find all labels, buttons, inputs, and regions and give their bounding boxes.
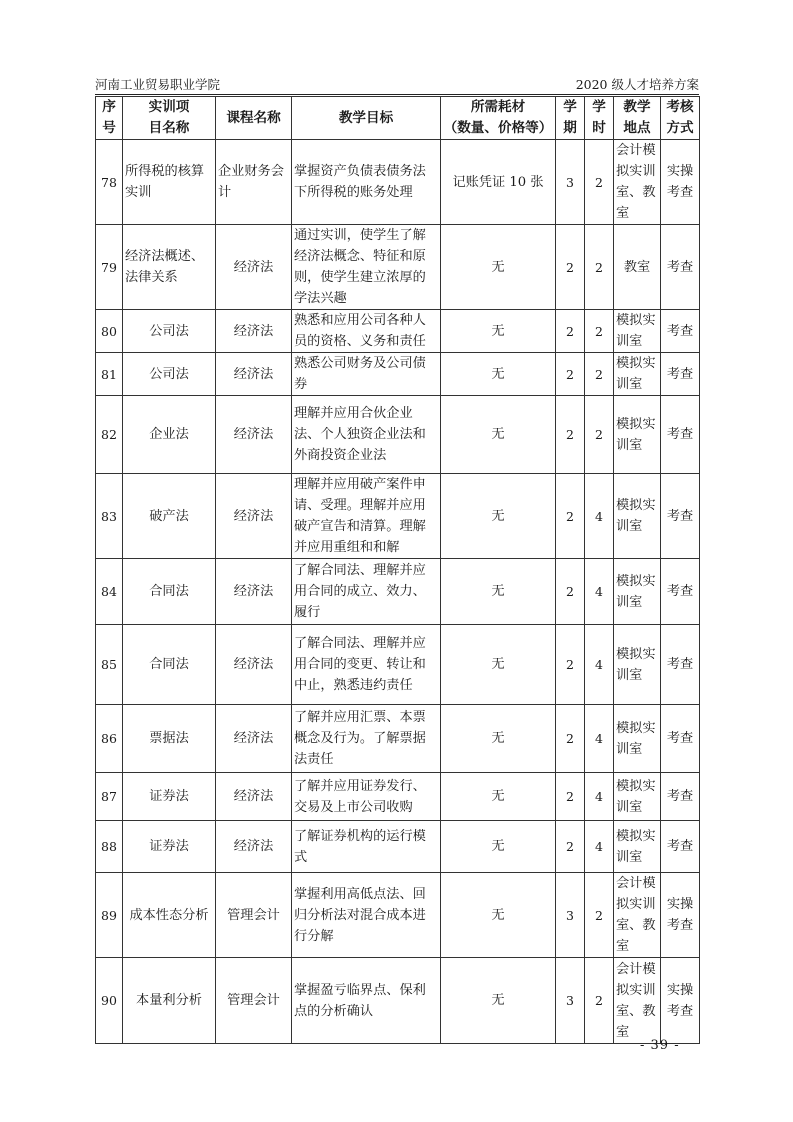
cell-location: 模拟实训室 xyxy=(614,625,661,705)
cell-project: 公司法 xyxy=(123,310,216,353)
cell-course: 经济法 xyxy=(216,705,292,773)
cell-goal: 掌握盈亏临界点、保利点的分析确认 xyxy=(292,958,441,1044)
cell-seq: 87 xyxy=(96,773,123,821)
cell-project: 本量利分析 xyxy=(123,958,216,1044)
cell-materials: 无 xyxy=(441,559,556,625)
table-row xyxy=(96,140,700,225)
cell-assessment: 实操考查 xyxy=(661,140,700,225)
col-header-line: 教学 xyxy=(623,99,651,115)
col-header-line: 目名称 xyxy=(148,120,190,136)
col-header-line: 时 xyxy=(592,120,606,136)
col-header-line: 实训项 xyxy=(148,99,190,115)
cell-seq: 82 xyxy=(96,396,123,474)
cell-location: 会计模拟实训室、教室 xyxy=(614,873,661,958)
cell-seq: 89 xyxy=(96,873,123,958)
cell-project: 票据法 xyxy=(123,705,216,773)
cell-goal: 了解证券机构的运行模式 xyxy=(292,821,441,873)
cell-course: 管理会计 xyxy=(216,958,292,1044)
cell-location: 模拟实训室 xyxy=(614,310,661,353)
cell-course: 经济法 xyxy=(216,225,292,310)
cell-materials: 无 xyxy=(441,625,556,705)
cell-hours: 4 xyxy=(585,474,614,559)
cell-seq: 90 xyxy=(96,958,123,1044)
cell-term: 2 xyxy=(556,773,585,821)
cell-materials: 无 xyxy=(441,310,556,353)
cell-project: 成本性态分析 xyxy=(123,873,216,958)
col-header-line: 期 xyxy=(563,120,577,136)
cell-term: 2 xyxy=(556,625,585,705)
cell-term: 2 xyxy=(556,559,585,625)
cell-seq: 83 xyxy=(96,474,123,559)
cell-term: 2 xyxy=(556,474,585,559)
col-header-line: 教学目标 xyxy=(338,109,394,126)
cell-goal: 了解合同法、理解并应用合同的成立、效力、履行 xyxy=(292,559,441,625)
cell-materials: 无 xyxy=(441,225,556,310)
col-header-line: 地点 xyxy=(623,120,651,136)
cell-assessment: 考查 xyxy=(661,705,700,773)
cell-term: 2 xyxy=(556,353,585,396)
cell-project: 证券法 xyxy=(123,773,216,821)
cell-term: 2 xyxy=(556,310,585,353)
cell-goal: 了解合同法、理解并应用合同的变更、转让和中止，熟悉违约责任 xyxy=(292,625,441,705)
page-number: - 39 - xyxy=(640,1038,680,1053)
cell-materials: 无 xyxy=(441,773,556,821)
cell-location: 会计模拟实训室、教室 xyxy=(614,958,661,1044)
cell-course: 经济法 xyxy=(216,396,292,474)
cell-term: 2 xyxy=(556,821,585,873)
cell-hours: 2 xyxy=(585,140,614,225)
cell-project: 所得税的核算实训 xyxy=(123,140,216,225)
cell-hours: 2 xyxy=(585,873,614,958)
col-header-line: （数量、价格等） xyxy=(443,120,553,136)
cell-seq: 79 xyxy=(96,225,123,310)
cell-term: 2 xyxy=(556,396,585,474)
table-row xyxy=(96,625,700,705)
cell-seq: 86 xyxy=(96,705,123,773)
col-header-line: 序 xyxy=(102,99,116,115)
cell-goal: 掌握利用高低点法、回归分析法对混合成本进行分解 xyxy=(292,873,441,958)
table-row xyxy=(96,225,700,310)
cell-goal: 理解并应用破产案件申请、受理。理解并应用破产宣告和清算。理解并应用重组和和解 xyxy=(292,474,441,559)
cell-assessment: 考查 xyxy=(661,625,700,705)
cell-hours: 2 xyxy=(585,353,614,396)
cell-goal: 掌握资产负债表债务法下所得税的账务处理 xyxy=(292,140,441,225)
cell-assessment: 考查 xyxy=(661,559,700,625)
cell-location: 模拟实训室 xyxy=(614,474,661,559)
cell-project: 合同法 xyxy=(123,625,216,705)
cell-location: 模拟实训室 xyxy=(614,773,661,821)
cell-assessment: 考查 xyxy=(661,353,700,396)
cell-course: 经济法 xyxy=(216,353,292,396)
table-row xyxy=(96,474,700,559)
cell-hours: 2 xyxy=(585,958,614,1044)
cell-hours: 4 xyxy=(585,559,614,625)
cell-location: 模拟实训室 xyxy=(614,559,661,625)
cell-assessment: 实操考查 xyxy=(661,958,700,1044)
col-header-goal xyxy=(292,97,441,140)
table-row xyxy=(96,958,700,1044)
cell-course: 经济法 xyxy=(216,773,292,821)
school-name: 河南工业贸易职业学院 xyxy=(95,77,221,92)
cell-project: 企业法 xyxy=(123,396,216,474)
col-header-line: 学 xyxy=(563,99,577,115)
col-header-location xyxy=(614,97,661,140)
cell-course: 经济法 xyxy=(216,474,292,559)
cell-term: 2 xyxy=(556,225,585,310)
cell-course: 经济法 xyxy=(216,310,292,353)
table-row xyxy=(96,310,700,353)
col-header-hours xyxy=(585,97,614,140)
table-row xyxy=(96,353,700,396)
cell-assessment: 实操考查 xyxy=(661,873,700,958)
cell-project: 公司法 xyxy=(123,353,216,396)
cell-hours: 2 xyxy=(585,225,614,310)
plan-title: 2020 级人才培养方案 xyxy=(575,77,699,92)
cell-location: 会计模拟实训室、教室 xyxy=(614,140,661,225)
header-rule xyxy=(95,94,699,95)
cell-location: 模拟实训室 xyxy=(614,821,661,873)
cell-hours: 4 xyxy=(585,625,614,705)
cell-goal: 通过实训，使学生了解经济法概念、特征和原则，使学生建立浓厚的学法兴趣 xyxy=(292,225,441,310)
cell-materials: 无 xyxy=(441,353,556,396)
training-plan-table xyxy=(95,96,700,1044)
col-header-course xyxy=(216,97,292,140)
col-header-materials xyxy=(441,97,556,140)
cell-materials: 无 xyxy=(441,396,556,474)
cell-assessment: 考查 xyxy=(661,225,700,310)
col-header-line: 学 xyxy=(592,99,606,115)
col-header-line: 课程名称 xyxy=(226,109,281,126)
cell-materials: 无 xyxy=(441,821,556,873)
cell-hours: 4 xyxy=(585,773,614,821)
col-header-project xyxy=(123,97,216,140)
cell-goal: 熟悉和应用公司各种人员的资格、义务和责任 xyxy=(292,310,441,353)
cell-goal: 了解并应用汇票、本票概念及行为。了解票据法责任 xyxy=(292,705,441,773)
cell-project: 证券法 xyxy=(123,821,216,873)
cell-hours: 4 xyxy=(585,821,614,873)
col-header-line: 方式 xyxy=(666,120,694,136)
cell-project: 破产法 xyxy=(123,474,216,559)
cell-term: 2 xyxy=(556,705,585,773)
cell-seq: 81 xyxy=(96,353,123,396)
cell-seq: 88 xyxy=(96,821,123,873)
cell-project: 合同法 xyxy=(123,559,216,625)
cell-location: 教室 xyxy=(614,225,661,310)
col-header-line: 号 xyxy=(102,120,116,136)
cell-assessment: 考查 xyxy=(661,310,700,353)
table-row xyxy=(96,396,700,474)
cell-materials: 无 xyxy=(441,705,556,773)
table-row xyxy=(96,705,700,773)
cell-seq: 80 xyxy=(96,310,123,353)
page-header xyxy=(95,76,699,94)
cell-materials: 无 xyxy=(441,474,556,559)
table-row xyxy=(96,773,700,821)
table-row xyxy=(96,821,700,873)
cell-goal: 了解并应用证券发行、交易及上市公司收购 xyxy=(292,773,441,821)
col-header-line: 所需耗材 xyxy=(470,99,526,115)
cell-location: 模拟实训室 xyxy=(614,396,661,474)
cell-course: 经济法 xyxy=(216,821,292,873)
table-row xyxy=(96,559,700,625)
col-header-assessment xyxy=(661,97,700,140)
col-header-seq xyxy=(96,97,123,140)
table-header-row xyxy=(96,97,700,140)
cell-hours: 4 xyxy=(585,705,614,773)
cell-course: 企业财务会计 xyxy=(216,140,292,225)
cell-course: 管理会计 xyxy=(216,873,292,958)
cell-location: 模拟实训室 xyxy=(614,353,661,396)
cell-assessment: 考查 xyxy=(661,773,700,821)
cell-term: 3 xyxy=(556,958,585,1044)
cell-assessment: 考查 xyxy=(661,396,700,474)
cell-hours: 2 xyxy=(585,396,614,474)
cell-materials: 记账凭证 10 张 xyxy=(441,140,556,225)
cell-term: 3 xyxy=(556,140,585,225)
cell-materials: 无 xyxy=(441,958,556,1044)
cell-seq: 84 xyxy=(96,559,123,625)
cell-seq: 78 xyxy=(96,140,123,225)
col-header-term xyxy=(556,97,585,140)
table-row xyxy=(96,873,700,958)
cell-location: 模拟实训室 xyxy=(614,705,661,773)
col-header-line: 考核 xyxy=(666,99,694,115)
cell-course: 经济法 xyxy=(216,559,292,625)
cell-materials: 无 xyxy=(441,873,556,958)
cell-course: 经济法 xyxy=(216,625,292,705)
cell-goal: 理解并应用合伙企业法、个人独资企业法和外商投资企业法 xyxy=(292,396,441,474)
cell-project: 经济法概述、法律关系 xyxy=(123,225,216,310)
cell-term: 3 xyxy=(556,873,585,958)
cell-assessment: 考查 xyxy=(661,474,700,559)
cell-hours: 2 xyxy=(585,310,614,353)
cell-assessment: 考查 xyxy=(661,821,700,873)
cell-seq: 85 xyxy=(96,625,123,705)
cell-goal: 熟悉公司财务及公司债券 xyxy=(292,353,441,396)
